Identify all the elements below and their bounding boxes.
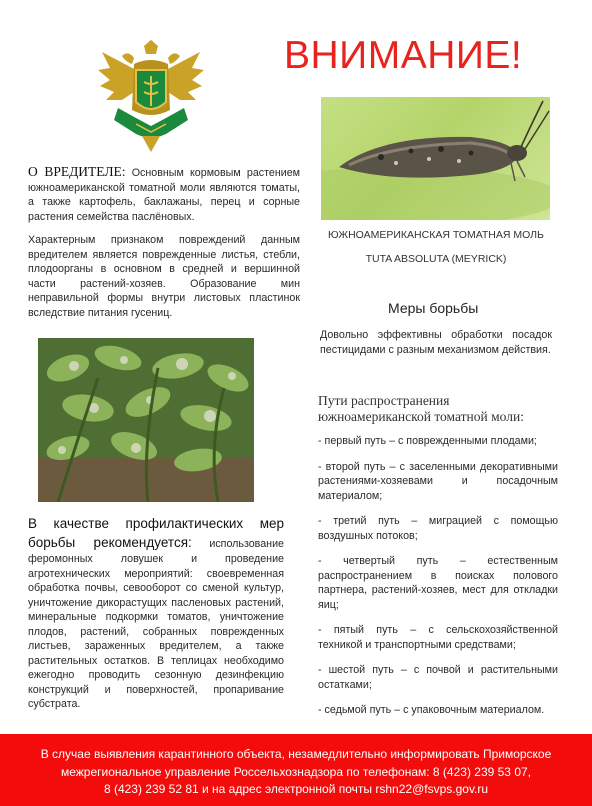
spread-item: - второй путь – с заселенными декоративными растениями-хозяевами и посадочным материалом;	[318, 460, 558, 502]
pest-lead: О ВРЕДИТЕЛЕ:	[28, 164, 126, 179]
moth-icon	[321, 97, 550, 220]
footer-line-3: 8 (423) 239 52 81 и на адрес электронной почты rshn22@fsvps.gov.ru	[103, 782, 489, 796]
prevention-lead: В качестве профилактических мер борьбы рекомендуется:	[28, 516, 284, 550]
page-title: ВНИМАНИЕ!	[284, 34, 523, 77]
moth-photo	[321, 97, 550, 220]
prevention-paragraph	[28, 514, 284, 712]
measures-text: Довольно эффективны обработки посадок пестицидами с разным механизмом действия.	[320, 329, 552, 356]
footer-banner	[0, 734, 592, 806]
emblem	[96, 40, 206, 152]
spread-list	[318, 434, 558, 729]
spread-heading: Пути распространения южноамериканской томатной моли:	[318, 393, 524, 424]
prevention-text: использование феромонных ловушек и проведение агротехнических мероприятий: своевременная обработка почвы, севооборот со сменой культур, уничтожение дикорастущих пасленовых растений, минеральные подкормки томатов, уничтожение плодов, растений, собранных поврежденных листьев, зараженных вредителем, а также растительных остатков. В теплицах необходимо ежегодно проводить сезонную дезинфекцию конструкций и поверхностей, пропаривание субстрата.	[28, 538, 284, 710]
spread-item: - пятый путь – с сельскохозяйственной техникой и транспортными средствами;	[318, 624, 558, 651]
spread-item: - шестой путь – с почвой и растительными остатками;	[318, 664, 558, 691]
measures-heading: Меры борьбы	[388, 300, 479, 316]
moth-caption-latin: TUTA ABSOLUTA (MEYRICK)	[365, 253, 507, 265]
spread-item: - первый путь – с поврежденными плодами;	[318, 435, 537, 447]
prevention-section	[28, 514, 284, 712]
spread-item: - седьмой путь – с упаковочным материалом.	[318, 704, 545, 716]
footer-line-2: межрегиональное управление Россельхознадзора по телефонам: 8 (423) 239 53 07,	[60, 764, 531, 779]
pest-paragraph-2: Характерным признаком повреждений данным вредителем является поврежденные листья, стебли, плодоорганы в основном в средней и вершинной части растений-хозяев. Образование мин неправильной формы внутри листовых пластинок вследствие питания гусениц.	[28, 234, 300, 319]
double-headed-eagle-icon	[96, 40, 206, 152]
plant-photo	[38, 338, 254, 502]
spread-item: - третий путь – миграцией с помощью воздушных потоков;	[318, 515, 558, 542]
spread-item: - четвертый путь – естественным распространением в поисках полового партнера, растений-хозяев, мест для откладки яиц;	[318, 555, 558, 611]
moth-caption-name: ЮЖНОАМЕРИКАНСКАЯ ТОМАТНАЯ МОЛЬ	[328, 229, 544, 241]
pest-section	[28, 165, 300, 320]
pest-paragraph-1	[28, 165, 300, 224]
tomato-plant-icon	[38, 338, 254, 502]
pest-text-1: Основным кормовым растением южноамериканской томатной моли являются томаты, а также картофель, баклажаны, перец и сорные растения семейства паслёновых.	[28, 167, 300, 223]
footer-line-1: В случае выявления карантинного объекта, незамедлительно информировать Приморское	[40, 747, 552, 761]
